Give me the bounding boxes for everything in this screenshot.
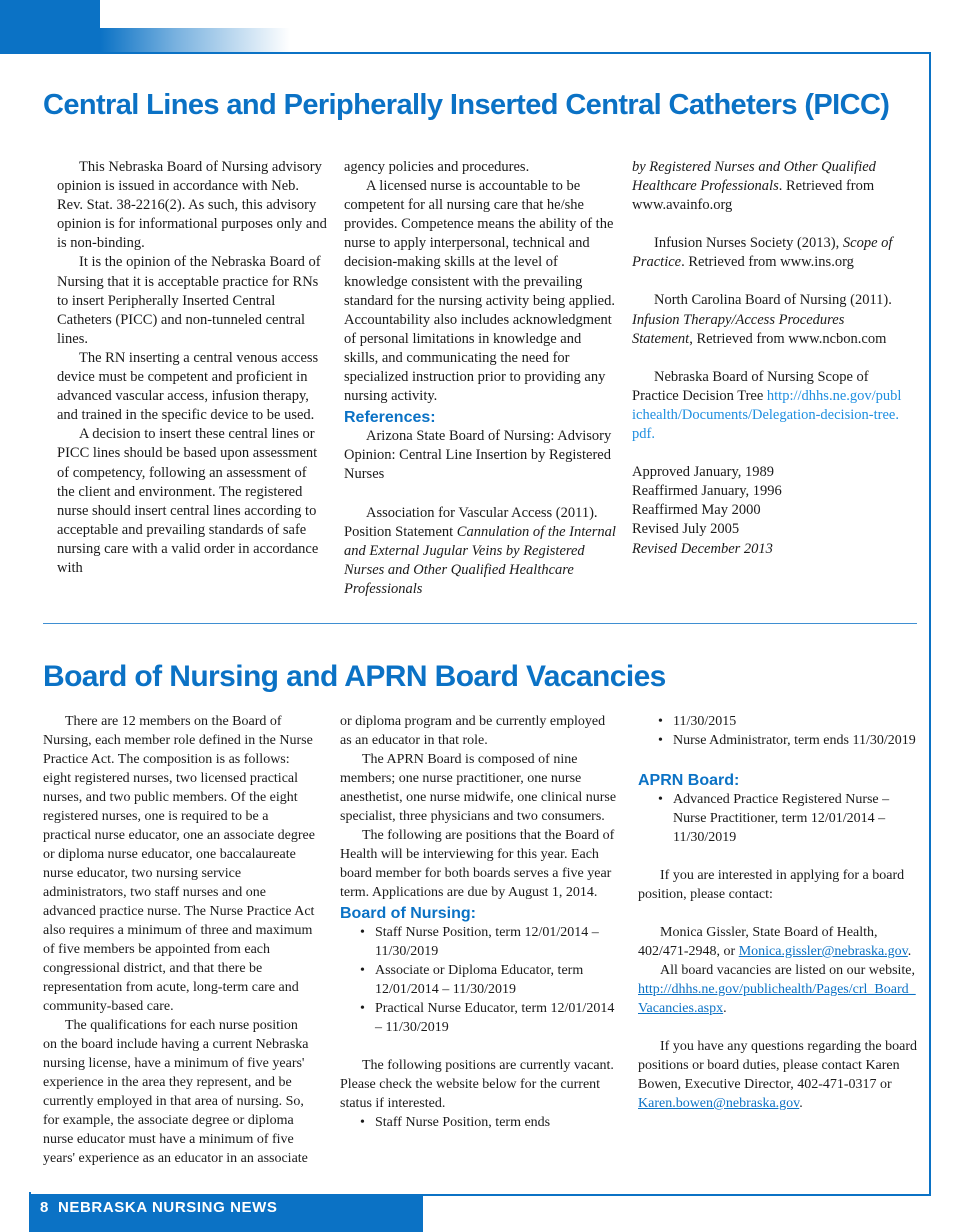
paragraph: There are 12 members on the Board of Nursing, each member role defined in the Nurse Practice Act. The composition is as follows: eight registered nurses, two licensed practical nurses, and two public members. Of the eight registered nurses, one is required to be a practical nurse educator, one an associate degree or diploma nurse educator, one baccalaureate nurse educator, two nursing service administrators, two staff nurses and one advanced practice nurse. The Nurse Practice Act also requires a minimum of three and maximum of five members be appointed from each congressional district, and that there be representation from acute, long-term care and community-based care.	[43, 714, 315, 1014]
list-item: • Staff Nurse Position, term 12/01/2014 – 11/30/2019	[340, 923, 620, 961]
reference-arizona: Arizona State Board of Nursing: Advisory Opinion: Central Line Insertion by Registered Nurses	[344, 428, 612, 483]
article-title-vacancies: Board of Nursing and APRN Board Vacancies	[43, 660, 666, 693]
aprn-board-heading: APRN Board:	[638, 772, 740, 789]
corner-accent-gradient	[100, 28, 290, 52]
paragraph: A licensed nurse is accountable to be competent for all nursing care that he/she provides. Competence means the ability of the nurse to apply interpersonal, technical and decision-making skills at the level of knowledge consistent with the prevailing standard for the nursing activity being applied. Accountability also includes acknowledgment of personal limitations in knowledge and skills, and communicating the need for specialized instruction prior to providing any nursing activity.	[344, 178, 615, 405]
paragraph: A decision to insert these central lines or PICC lines should be based upon assessment of competency, following an assessment of the client and environment. The registered nurse should insert central lines according to acceptable and prevailing standards of safe nursing care with a valid order in accordance with	[57, 426, 319, 576]
paragraph: The RN inserting a central venous access device must be competent and proficient in advanced vascular access, infusion therapy, and trained in the specific device to be used.	[57, 349, 319, 424]
article2-column-3	[638, 712, 918, 1113]
paragraph: It is the opinion of the Nebraska Board of Nursing that it is acceptable practice for RNs to insert Peripherally Inserted Central Catheters (PICC) and non-tunneled central lines.	[57, 254, 321, 347]
list-item-continued: • 11/30/2015	[638, 712, 918, 731]
reference-ava-continued: by Registered Nurses and Other Qualified Healthcare Professionals. Retrieved from www.avainfo.org	[632, 159, 876, 214]
history-reaffirmed-2000: Reaffirmed May 2000	[632, 502, 761, 519]
vacant-list	[340, 1113, 620, 1132]
list-item: • Associate or Diploma Educator, term 12/01/2014 – 11/30/2019	[340, 961, 620, 999]
reference-ava: Association for Vascular Access (2011). Position Statement Cannulation of the Internal and External Jugular Veins by Registered Nurses and Other Qualified Healthcare Professionals	[344, 504, 616, 597]
decision-tree-link[interactable]: http://dhhs.ne.gov/publichealth/Documents/Delegation-decision-tree.pdf.	[632, 387, 902, 443]
corner-accent-block	[0, 0, 100, 52]
karen-email-link[interactable]: Karen.bowen@nebraska.gov	[638, 1096, 800, 1111]
monica-email-link[interactable]: Monica.gissler@nebraska.gov	[738, 944, 908, 959]
list-item: • Advanced Practice Registered Nurse – Nurse Practitioner, term 12/01/2014 – 11/30/2019	[638, 790, 918, 847]
publication-name: NEBRASKA NURSING NEWS	[57, 1199, 278, 1216]
history-revised-2013: Revised December 2013	[632, 540, 773, 557]
reference-nebraska: Nebraska Board of Nursing Scope of Practice Decision Tree http://dhhs.ne.gov/publichealth/Documents/Delegation-decision-tree.pdf.	[632, 368, 902, 443]
reference-ins: Infusion Nurses Society (2013), Scope of Practice. Retrieved from www.ins.org	[632, 235, 893, 271]
frame-top-rule	[0, 52, 931, 54]
references-heading: References:	[344, 409, 436, 427]
footer-bar	[29, 1194, 423, 1232]
paragraph: or diploma program and be currently employed as an educator in that role.	[340, 714, 606, 748]
list-item: • Nurse Administrator, term ends 11/30/2019	[638, 731, 918, 750]
article2-column-2	[340, 712, 620, 1132]
article1-column-3	[632, 158, 904, 559]
vacancies-link[interactable]: http://dhhs.ne.gov/publichealth/Pages/crl_Board_Vacancies.aspx	[638, 982, 916, 1016]
paragraph: The qualifications for each nurse position on the board include having a current Nebraska nursing license, have a minimum of five years' experience in the area they represent, and be currently employed in that area of nursing. So, for example, the associate degree or diploma nurse educator must have a minimum of five years' experience as an educator in an associate	[43, 1018, 309, 1166]
vacant-list-continued	[638, 712, 918, 750]
history-revised-2005: Revised July 2005	[632, 521, 740, 538]
history-approved: Approved January, 1989	[632, 464, 775, 481]
section-divider	[43, 623, 917, 624]
article1-column-2	[344, 158, 616, 599]
board-of-nursing-heading: Board of Nursing:	[340, 905, 476, 922]
paragraph: The following are positions that the Board of Health will be interviewing for this year. Each board member for both boards serves a five year term. Applications are due by August 1, 2014.	[340, 828, 615, 900]
paragraph: This Nebraska Board of Nursing advisory opinion is issued in accordance with Neb. Rev. Stat. 38-2216(2). As such, this advisory opinion is for informational purposes only and is non-binding.	[57, 159, 327, 252]
contact-monica: Monica Gissler, State Board of Health, 402/471-2948, or Monica.gissler@nebraska.gov.	[638, 925, 912, 959]
page-number: 8	[40, 1199, 49, 1216]
board-of-nursing-list	[340, 923, 620, 1037]
frame-right-rule	[929, 52, 931, 1196]
paragraph: The APRN Board is composed of nine members; one nurse practitioner, one nurse anesthetist, one nurse midwife, one clinical nurse specialist, three physicians and two consumers.	[340, 752, 617, 824]
reference-ncbon: North Carolina Board of Nursing (2011). Infusion Therapy/Access Procedures Statement, Retrieved from www.ncbon.com	[632, 292, 892, 347]
paragraph: agency policies and procedures.	[344, 159, 530, 175]
history-reaffirmed-1996: Reaffirmed January, 1996	[632, 483, 782, 500]
article-title-picc: Central Lines and Peripherally Inserted Central Catheters (PICC)	[43, 89, 890, 121]
paragraph: The following positions are currently vacant. Please check the website below for the current status if interested.	[340, 1058, 614, 1111]
vacancies-website: All board vacancies are listed on our website, http://dhhs.ne.gov/publichealth/Pages/crl_Board_Vacancies.aspx.	[638, 963, 916, 1016]
article2-column-1	[43, 712, 315, 1168]
aprn-board-list	[638, 790, 918, 847]
paragraph: If you are interested in applying for a board position, please contact:	[638, 868, 905, 902]
article1-column-1	[57, 158, 327, 578]
contact-karen: If you have any questions regarding the board positions or board duties, please contact Karen Bowen, Executive Director, 402-471-0317 or Karen.bowen@nebraska.gov.	[638, 1039, 917, 1111]
list-item: • Practical Nurse Educator, term 12/01/2014 – 11/30/2019	[340, 999, 620, 1037]
list-item: • Staff Nurse Position, term ends	[340, 1113, 620, 1132]
